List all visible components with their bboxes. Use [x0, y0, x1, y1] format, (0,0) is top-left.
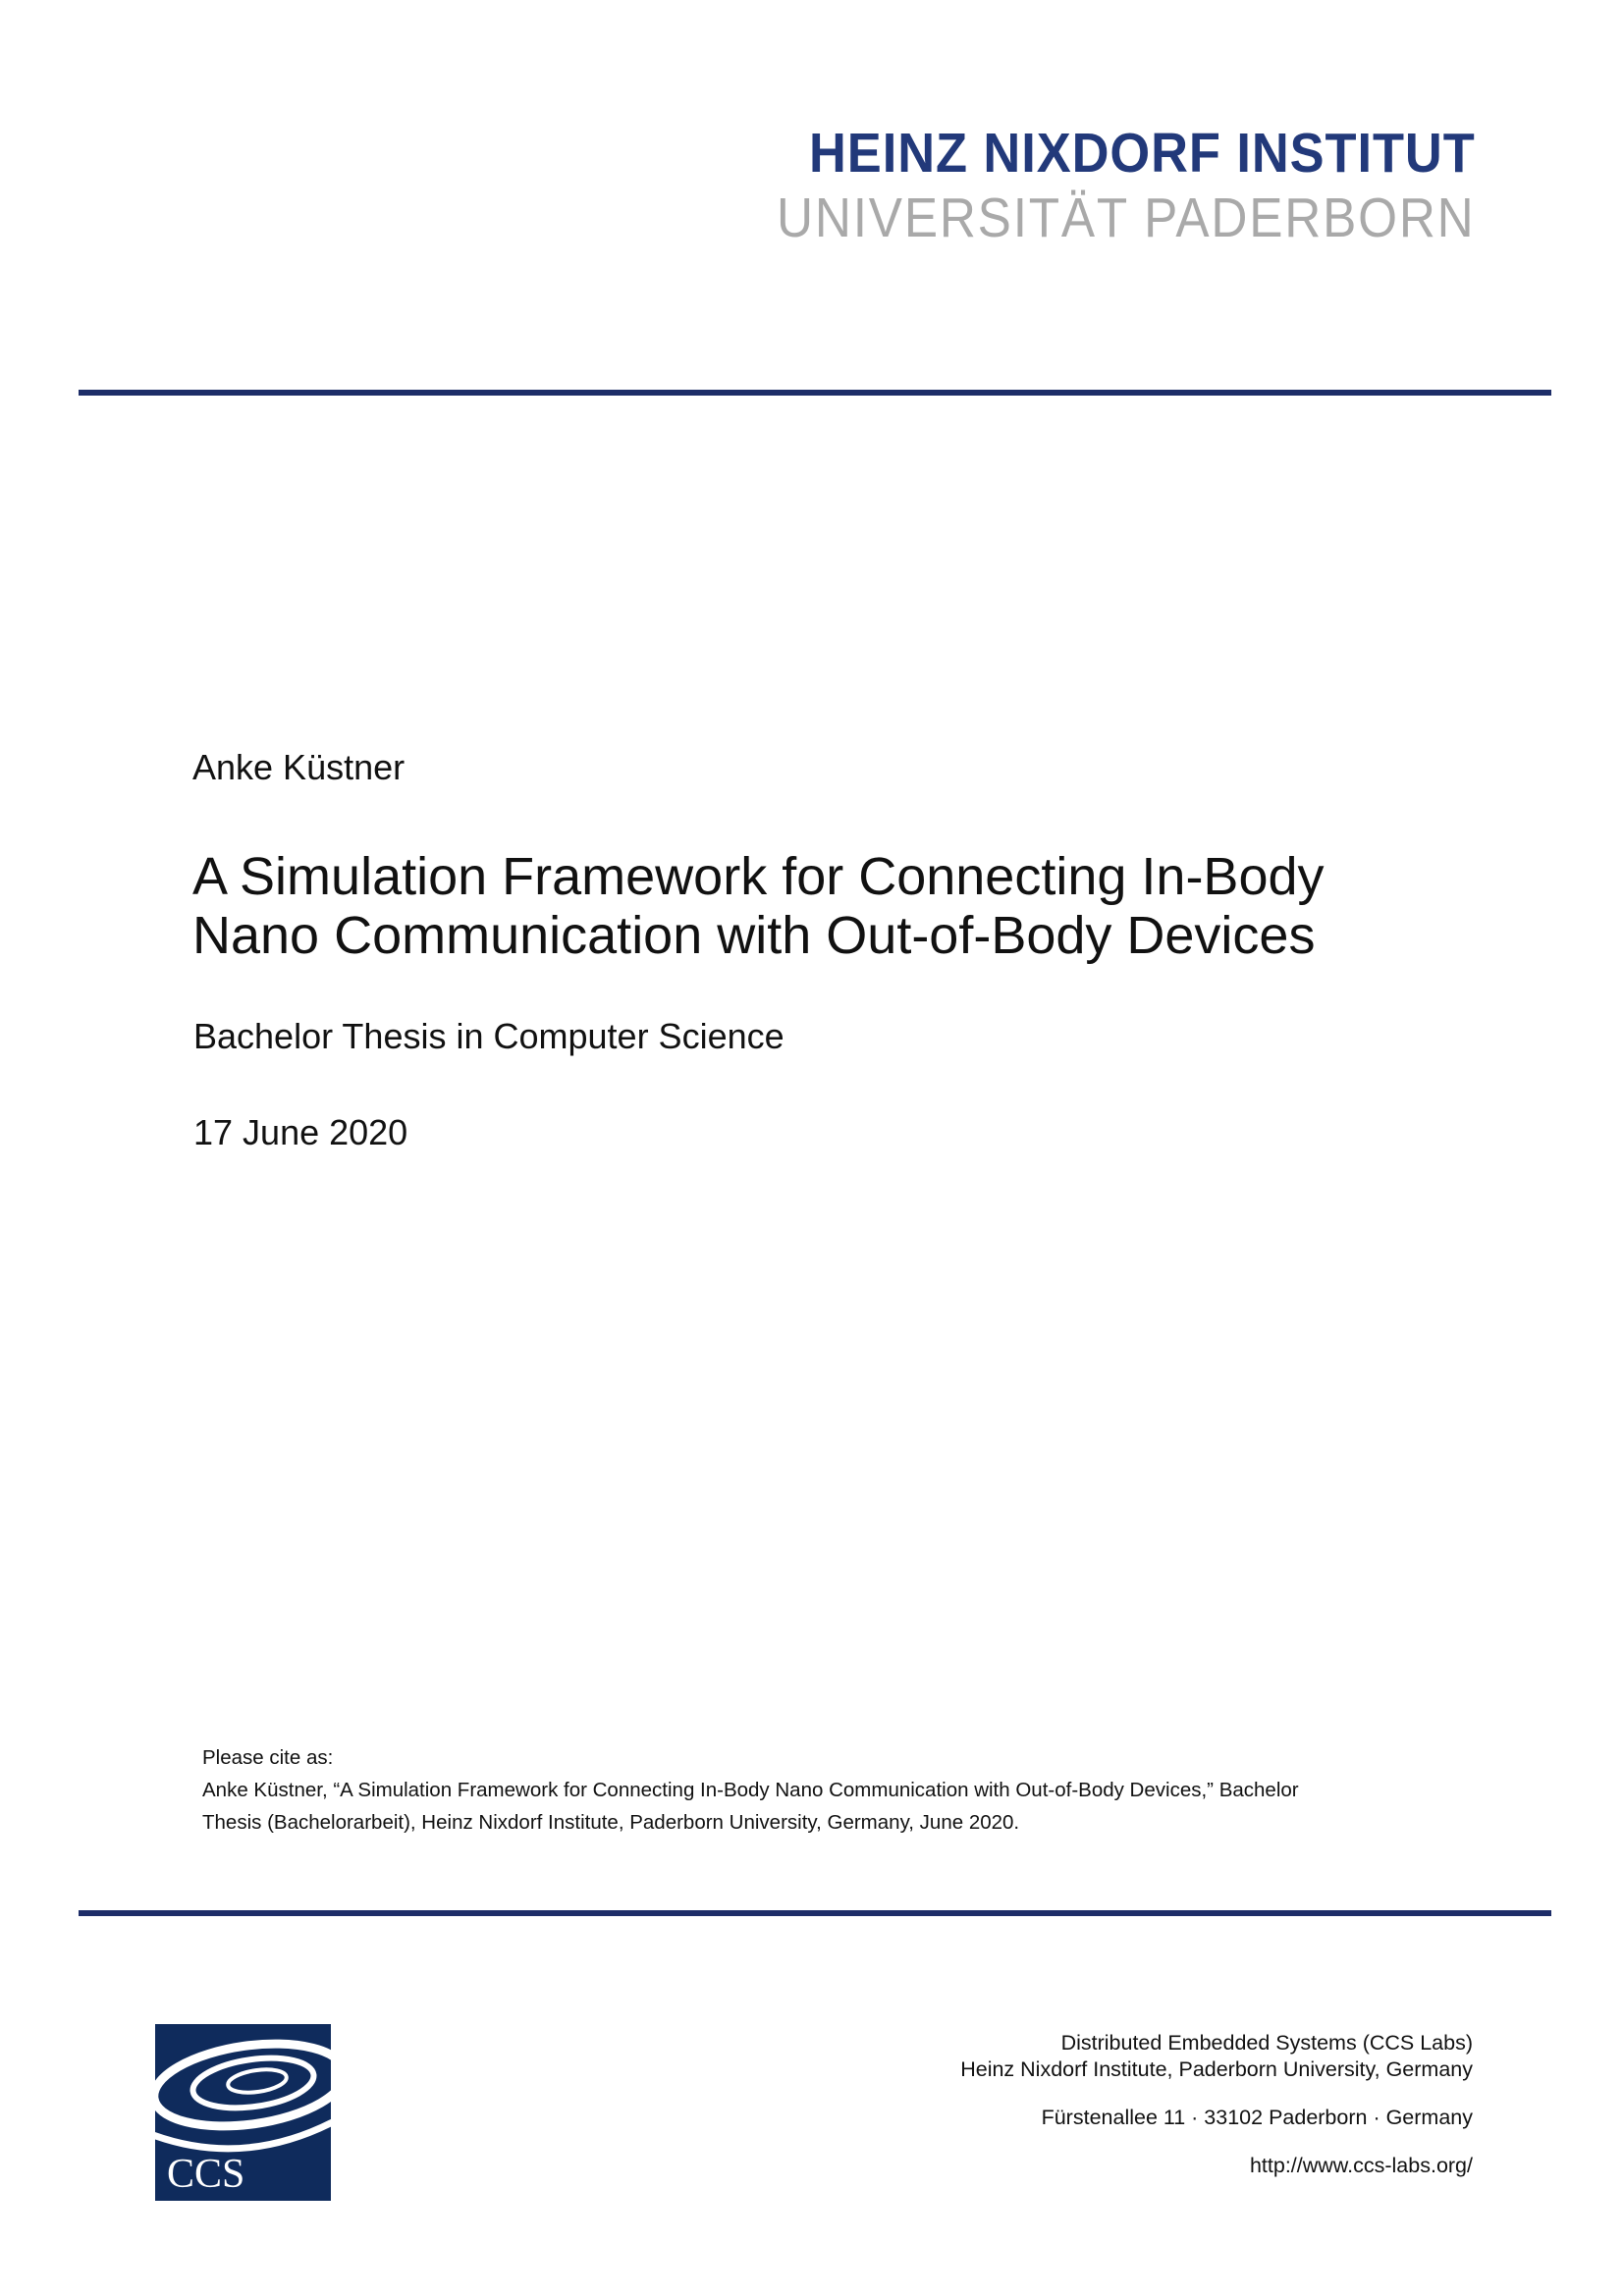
citation-text-line-2: Thesis (Bachelorarbeit), Heinz Nixdorf Institute, Paderborn University, Germany, June 2020. [202, 1811, 1020, 1834]
author-name: Anke Küstner [192, 747, 406, 787]
bottom-divider [79, 1910, 1551, 1916]
institute-affiliation: Heinz Nixdorf Institute, Paderborn University, Germany [960, 2057, 1473, 2081]
thesis-title-line-1: A Simulation Framework for Connecting In-Body [192, 847, 1325, 906]
thesis-title [192, 847, 1469, 965]
footer-contact [960, 2030, 1473, 2179]
ccs-logo-text: CCS [167, 2152, 245, 2197]
lab-name: Distributed Embedded Systems (CCS Labs) [1060, 2031, 1473, 2055]
ccs-labs-logo [155, 2024, 331, 2201]
ccs-swirl-icon [155, 2024, 331, 2201]
citation-text-line-1: Anke Küstner, “A Simulation Framework for Connecting In-Body Nano Communication with Out-of-Body Devices,” Bachelor [202, 1779, 1299, 1801]
citation-heading: Please cite as: [202, 1746, 334, 1769]
university-logo-subtitle: UNIVERSITÄT PADERBORN [777, 187, 1476, 249]
institute-logo-title: HEINZ NIXDORF INSTITUT [809, 122, 1476, 185]
postal-address: Fürstenallee 11 · 33102 Paderborn · Germany [1041, 2106, 1473, 2129]
top-divider [79, 390, 1551, 396]
thesis-title-line-2: Nano Communication with Out-of-Body Devices [192, 906, 1316, 965]
thesis-date: 17 June 2020 [193, 1112, 408, 1152]
thesis-type: Bachelor Thesis in Computer Science [193, 1016, 784, 1056]
citation-block [202, 1741, 1420, 1839]
website-link[interactable]: http://www.ccs-labs.org/ [1249, 2154, 1473, 2177]
